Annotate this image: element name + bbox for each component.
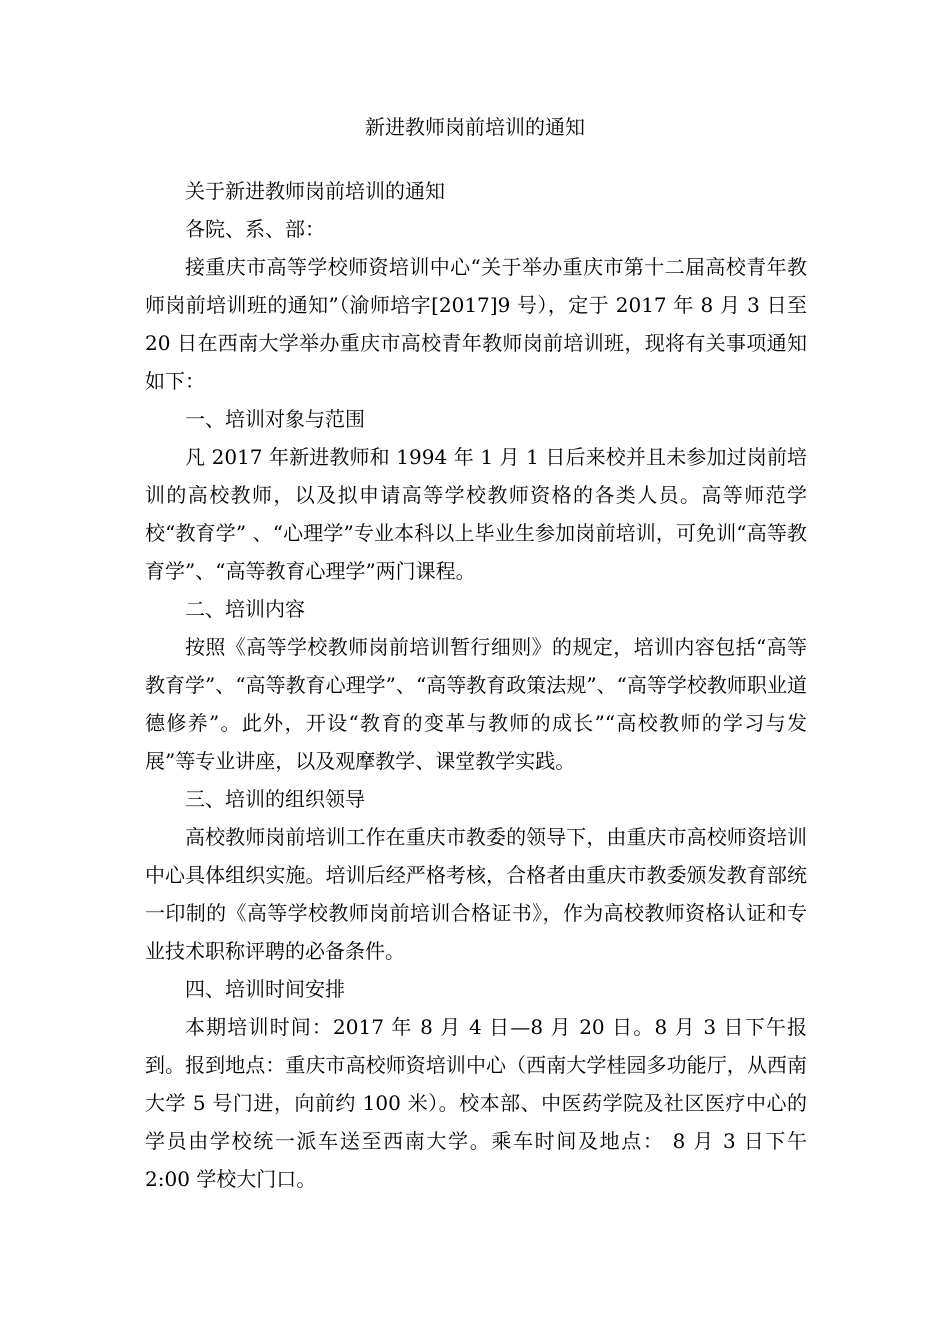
section-paragraph-2: 按照《高等学校教师岗前培训暂行细则》的规定，培训内容包括“高等教育学”、“高等教育心理学”、“高等教育政策法规”、“高等学校教师职业道德修养”。此外，开设“教育的变革与教师的成长”“高校教师的学习与发展”等专业讲座，以及观摩教学、课堂教学实践。 — [145, 635, 807, 773]
document-title: 新进教师岗前培训的通知 — [365, 115, 585, 139]
document-body — [145, 172, 807, 1198]
section-paragraph-1: 凡 2017 年新进教师和 1994 年 1 月 1 日后来校并且未参加过岗前培训的高校教师，以及拟申请高等学校教师资格的各类人员。高等师范学校“教育学” 、“心理学”专业本科以上毕业生参加岗前培训，可免训“高等教育学”、“高等教育心理学”两门课程。 — [145, 445, 807, 583]
section-heading-3: 三、培训的组织领导 — [185, 787, 365, 811]
intro-paragraph: 接重庆市高等学校师资培训中心“关于举办重庆市第十二届高校青年教师岗前培训班的通知”（渝师培字[2017]9 号），定于 2017 年 8 月 3 日至 20 日在西南大学举办重庆市高校青年教师岗前培训班，现将有关事项通知如下： — [145, 255, 807, 393]
section-heading-4: 四、培训时间安排 — [185, 977, 345, 1001]
section-paragraph-4: 本期培训时间：2017 年 8 月 4 日—8 月 20 日。8 月 3 日下午报到。报到地点：重庆市高校师资培训中心（西南大学桂园多功能厅，从西南大学 5 号门进，向前约 100 米）。校本部、中医药学院及社区医疗中心的学员由学校统一派车送至西南大学。乘车时间及地点： 8 月 3 日下午 2:00 学校大门口。 — [145, 1015, 807, 1191]
salutation: 各院、系、部： — [185, 217, 325, 241]
section-heading-1: 一、培训对象与范围 — [185, 407, 365, 431]
notice-heading: 关于新进教师岗前培训的通知 — [185, 179, 445, 203]
section-paragraph-3: 高校教师岗前培训工作在重庆市教委的领导下，由重庆市高校师资培训中心具体组织实施。培训后经严格考核，合格者由重庆市教委颁发教育部统一印制的《高等学校教师岗前培训合格证书》，作为高校教师资格认证和专业技术职称评聘的必备条件。 — [145, 825, 807, 963]
section-heading-2: 二、培训内容 — [185, 597, 305, 621]
